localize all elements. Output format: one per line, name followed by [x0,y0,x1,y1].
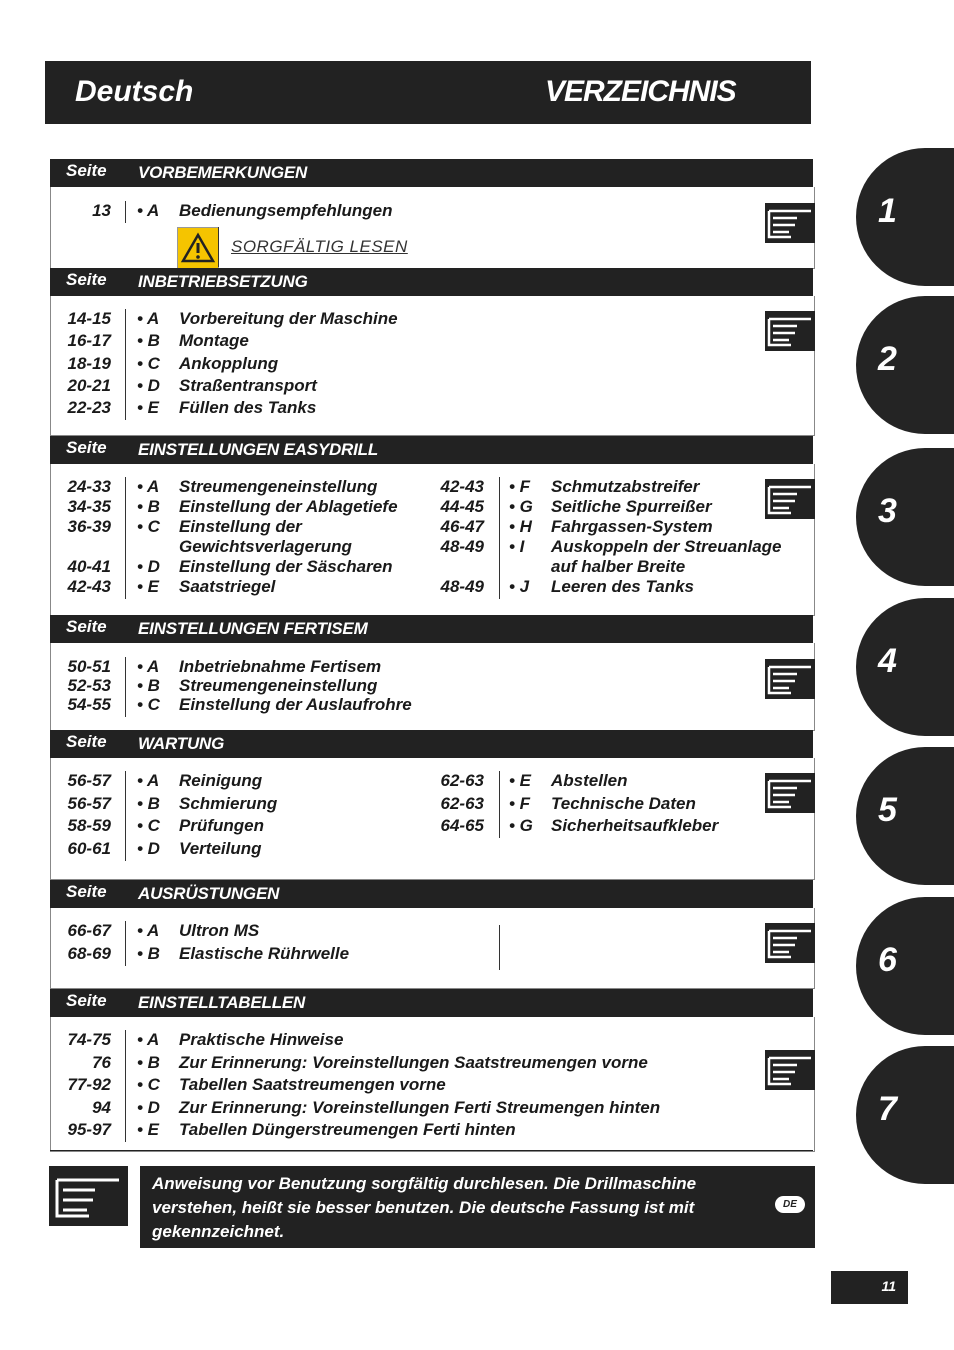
page-range: 95-97 [67,1120,111,1139]
item-letter: • A [137,657,160,676]
chapter-tab-number: 5 [878,791,897,829]
item-letter: • C [137,354,160,373]
toc-item[interactable]: Zur Erinnerung: Voreinstellungen Saatstreumengen vorne [179,1053,648,1072]
item-letter: • D [137,376,160,395]
page-range: 14-15 [67,309,111,328]
section-header [50,989,813,1017]
item-letter: • D [137,557,160,576]
page-range: 36-39 [67,517,111,536]
page-range: 52-53 [67,676,111,695]
toc-item[interactable]: Streumengeneinstellung [179,676,378,695]
seite-label: Seite [66,732,107,751]
item-letter: • A [137,771,160,790]
column-separator [125,921,126,966]
toc-item[interactable]: Fahrgassen-System [551,517,713,536]
section-header [50,880,813,908]
toc-item[interactable]: Tabellen Düngerstreumengen Ferti hinten [179,1120,516,1139]
toc-item[interactable]: Reinigung [179,771,263,790]
toc-item[interactable]: Tabellen Saatstreumengen vorne [179,1075,446,1094]
column-separator [499,477,500,599]
page-range: 46-47 [440,517,484,536]
item-letter: • A [137,1030,160,1049]
toc-item[interactable]: Auskoppeln der Streuanlage [551,537,782,556]
section-box [50,296,815,436]
chapter-tab-number: 2 [878,340,897,378]
seite-label: Seite [66,991,107,1010]
toc-item[interactable]: Sicherheitsaufkleber [551,816,719,835]
page-range: 62-63 [440,794,484,813]
item-letter: • F [509,477,531,496]
page-range: 48-49 [440,577,484,596]
item-letter: • B [137,676,160,695]
page-range: 42-43 [67,577,111,596]
item-letter: • C [137,816,160,835]
page-range: 24-33 [67,477,111,496]
item-letter: • H [509,517,532,536]
item-letter: • F [509,794,531,813]
toc-item[interactable]: Einstellung der Säscharen [179,557,393,576]
chapter-tab-number: 7 [878,1090,897,1128]
toc-item[interactable]: Vorbereitung der Maschine [179,309,398,328]
seite-label: Seite [66,438,107,457]
item-letter: • C [137,695,160,714]
section-box [50,1017,815,1152]
toc-item[interactable]: Ultron MS [179,921,260,940]
page-range: 74-75 [67,1030,111,1049]
column-separator [125,1030,126,1142]
de-badge: DE [775,1196,805,1213]
item-letter: • I [509,537,525,556]
chapter-tab[interactable] [856,296,954,434]
page-range: 94 [92,1098,111,1117]
section-box [50,464,815,616]
chapter-tab-number: 4 [878,642,897,680]
page-range: 44-45 [440,497,484,516]
chapter-tab-number: 1 [878,192,897,230]
item-letter: • B [137,794,160,813]
seite-label: Seite [66,882,107,901]
toc-item[interactable]: Abstellen [551,771,628,790]
page-range: 42-43 [440,477,484,496]
chapter-tab[interactable] [856,148,954,286]
item-letter: • E [137,577,160,596]
toc-item[interactable]: Füllen des Tanks [179,398,317,417]
page-range: 58-59 [67,816,111,835]
item-letter: • G [509,816,533,835]
page-range: 48-49 [440,537,484,556]
seite-label: Seite [66,161,107,180]
divider [50,1150,813,1151]
item-letter: • B [137,331,160,350]
page-range: 20-21 [67,376,111,395]
section-box [50,643,815,731]
toc-item[interactable]: Montage [179,331,249,350]
section-title: WARTUNG [138,734,225,753]
toc-item[interactable]: Einstellung der [179,517,302,536]
hand-pointer-icon [765,923,815,963]
column-separator [499,771,500,838]
toc-item[interactable]: Elastische Rührwelle [179,944,350,963]
page-range: 22-23 [67,398,111,417]
chapter-tab[interactable] [856,598,954,736]
chapter-tab-number: 6 [878,941,897,979]
column-separator [125,477,126,599]
toc-item[interactable]: Prüfungen [179,816,264,835]
toc-item[interactable]: Einstellung der Ablagetiefe [179,497,398,516]
toc-item[interactable]: Technische Daten [551,794,696,813]
toc-item[interactable]: Einstellung der Auslaufrohre [179,695,412,714]
page-range: 60-61 [67,839,111,858]
column-separator [125,657,126,717]
section-header [50,159,813,187]
hand-pointer-icon [765,311,815,351]
item-letter: • B [137,1053,160,1072]
page-range: 62-63 [440,771,484,790]
item-letter: • E [137,398,160,417]
chapter-tab[interactable] [856,1046,954,1184]
section-box [50,187,815,269]
item-letter: • E [509,771,532,790]
page-range: 64-65 [440,816,484,835]
toc-item[interactable]: Straßentransport [179,376,317,395]
hand-pointer-icon [765,1050,815,1090]
chapter-tab[interactable] [856,448,954,586]
section-header [50,268,813,296]
toc-item[interactable]: Verteilung [179,839,262,858]
footer-line-1: Anweisung vor Benutzung sorgfältig durchlesen. Die Drillmaschine [152,1174,697,1193]
toc-item[interactable]: Streumengeneinstellung [179,477,378,496]
footer-line-3: gekennzeichnet. [152,1222,285,1241]
column-separator [218,227,219,267]
toc-item[interactable]: Gewichtsverlagerung [179,537,352,556]
chapter-tab[interactable] [856,897,954,1035]
page-range: 54-55 [67,695,111,714]
page-range: 68-69 [67,944,111,963]
page-range: 76 [92,1053,111,1072]
section-title: EINSTELLUNGEN EASYDRILL [138,440,379,459]
item-letter: • B [137,944,160,963]
item-letter: • E [137,1120,160,1139]
seite-label: Seite [66,270,107,289]
toc-item[interactable]: Bedienungsempfehlungen [179,201,393,220]
page-range: 13 [92,201,111,220]
hand-pointer-icon [765,659,815,699]
item-letter: • D [137,1098,160,1117]
seite-label: Seite [66,617,107,636]
column-separator [125,201,126,223]
toc-item[interactable]: Saatstriegel [179,577,276,596]
chapter-tab-number: 3 [878,492,897,530]
page-range: 40-41 [67,557,111,576]
toc-item[interactable]: auf halber Breite [551,557,686,576]
section-header [50,436,813,464]
item-letter: • A [137,921,160,940]
column-separator [125,309,126,420]
page-range: 66-67 [67,921,111,940]
page-range: 18-19 [67,354,111,373]
section-header [50,730,813,758]
page-range: 16-17 [67,331,111,350]
page-range: 50-51 [67,657,111,676]
page-header [45,61,811,124]
toc-item[interactable]: Seitliche Spurreißer [551,497,712,516]
page-range: 56-57 [67,794,111,813]
column-separator [499,925,500,970]
item-letter: • D [137,839,160,858]
page-number: 11 [881,1278,896,1294]
footer-line-2: verstehen, heißt sie besser benutzen. Die deutsche Fassung ist mit [152,1198,695,1217]
toc-item[interactable]: Zur Erinnerung: Voreinstellungen Ferti Streumengen hinten [179,1098,661,1117]
toc-item[interactable]: Leeren des Tanks [551,577,694,596]
chapter-tab[interactable] [856,747,954,885]
hand-pointer-icon [765,203,815,243]
section-title: VORBEMERKUNGEN [138,163,308,182]
page-title: VERZEICHNIS [545,75,736,108]
item-letter: • J [509,577,530,596]
warning-label: SORGFÄLTIG LESEN [231,237,408,256]
toc-item[interactable]: Schmierung [179,794,278,813]
page-range: 56-57 [67,771,111,790]
page-range: 34-35 [67,497,111,516]
column-separator [125,771,126,861]
footer-note [140,1166,815,1248]
hand-icon [49,1166,128,1226]
item-letter: • A [137,477,160,496]
item-letter: • A [137,309,160,328]
toc-item[interactable]: Inbetriebnahme Fertisem [179,657,382,676]
section-title: EINSTELLTABELLEN [138,993,306,1012]
section-header [50,615,813,643]
hand-pointer-icon [765,773,815,813]
hand-pointer-icon [765,479,815,519]
item-letter: • B [137,497,160,516]
warning-icon [177,227,219,269]
section-box [50,908,815,989]
toc-item[interactable]: Praktische Hinweise [179,1030,344,1049]
item-letter: • A [137,201,160,220]
item-letter: • C [137,517,160,536]
item-letter: • G [509,497,533,516]
item-letter: • C [137,1075,160,1094]
section-title: EINSTELLUNGEN FERTISEM [138,619,368,638]
section-title: AUSRÜSTUNGEN [138,884,280,903]
page-range: 77-92 [67,1075,111,1094]
language-label: Deutsch [75,75,194,108]
page-number-box [831,1271,908,1304]
section-box [50,758,815,880]
toc-item[interactable]: Schmutzabstreifer [551,477,700,496]
toc-item[interactable]: Ankopplung [179,354,279,373]
section-title: INBETRIEBSETZUNG [138,272,308,291]
